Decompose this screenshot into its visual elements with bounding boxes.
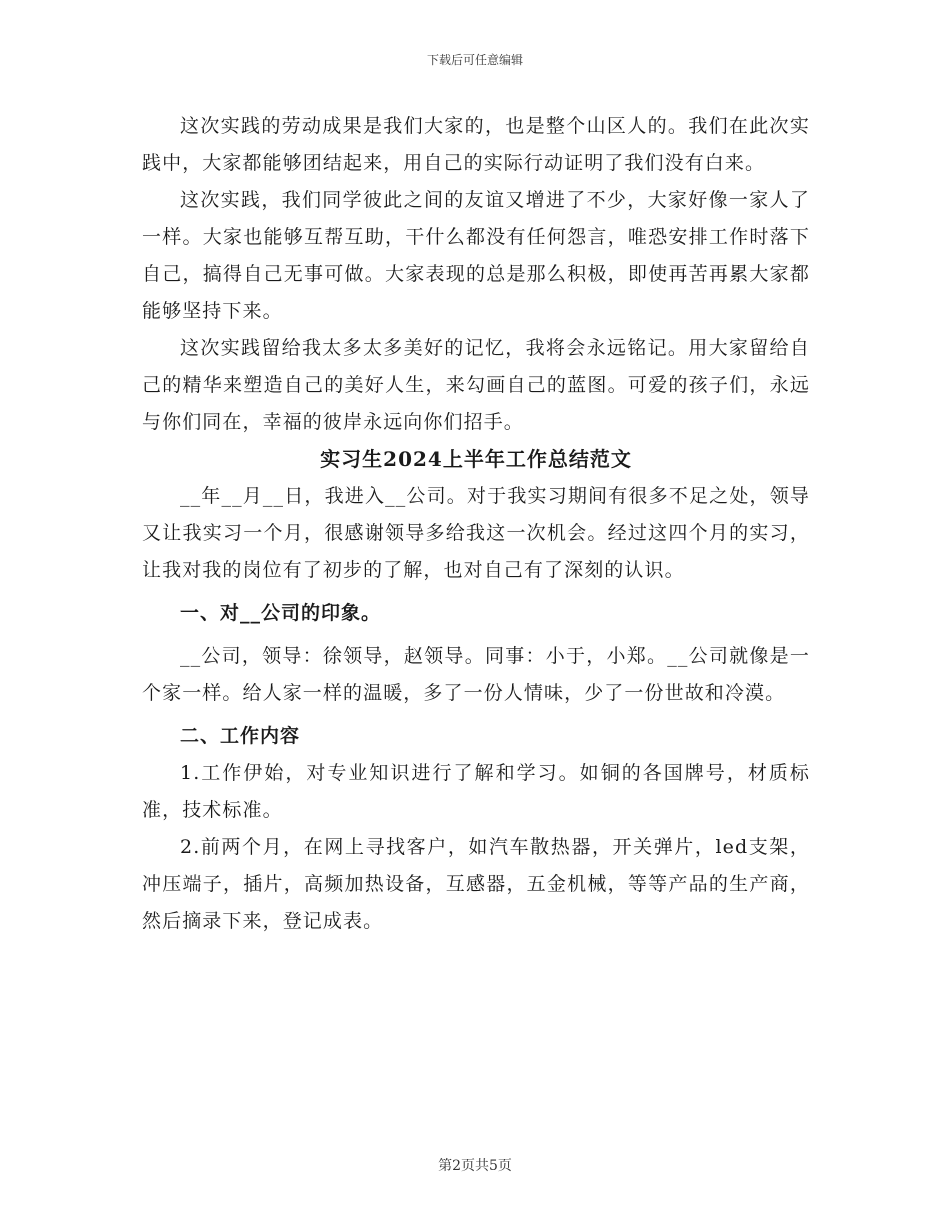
heading-company-impression: 一、对__公司的印象。	[180, 602, 382, 624]
paragraph-impression: __公司，领导：徐领导，赵领导。同事：小于，小郑。__公司就像是一个家一样。给人家一样的温暖，多了一份人情味，少了一份世故和冷漠。	[142, 645, 810, 704]
paragraph-memories: 这次实践留给我太多太多美好的记忆，我将会永远铭记。用大家留给自己的精华来塑造自己的美好人生，来勾画自己的蓝图。可爱的孩子们，永远与你们同在，幸福的彼岸永远向你们招手。	[142, 337, 810, 433]
document-body	[142, 108, 810, 940]
heading-work-content: 二、工作内容	[180, 725, 301, 747]
page-number: 第2页共5页	[438, 1158, 512, 1174]
list-item-work-2: 2.前两个月，在网上寻找客户，如汽车散热器，开关弹片，led支架，冲压端子，插片，高频加热设备，互感器，五金机械，等等产品的生产商，然后摘录下来，登记成表。	[142, 836, 810, 932]
paragraph-intro: __年__月__日，我进入__公司。对于我实习期间有很多不足之处，领导又让我实习一个月，很感谢领导多给我这一次机会。经过这四个月的实习，让我对我的岗位有了初步的了解，也对自己有了深刻的认识。	[142, 485, 810, 581]
section-title: 实习生2024上半年工作总结范文	[320, 447, 632, 471]
list-item-work-1: 1.工作伊始，对专业知识进行了解和学习。如铜的各国牌号，材质标准，技术标准。	[142, 762, 810, 821]
page-header: 下载后可任意编辑	[426, 53, 523, 67]
paragraph-practice-results: 这次实践的劳动成果是我们大家的，也是整个山区人的。我们在此次实践中，大家都能够团结起来，用自己的实际行动证明了我们没有白来。	[142, 115, 810, 174]
paragraph-friendship: 这次实践，我们同学彼此之间的友谊又增进了不少，大家好像一家人了一样。大家也能够互帮互助，干什么都没有任何怨言，唯恐安排工作时落下自己，搞得自己无事可做。大家表现的总是那么积极，即使再苦再累大家都能够坚持下来。	[142, 189, 810, 322]
